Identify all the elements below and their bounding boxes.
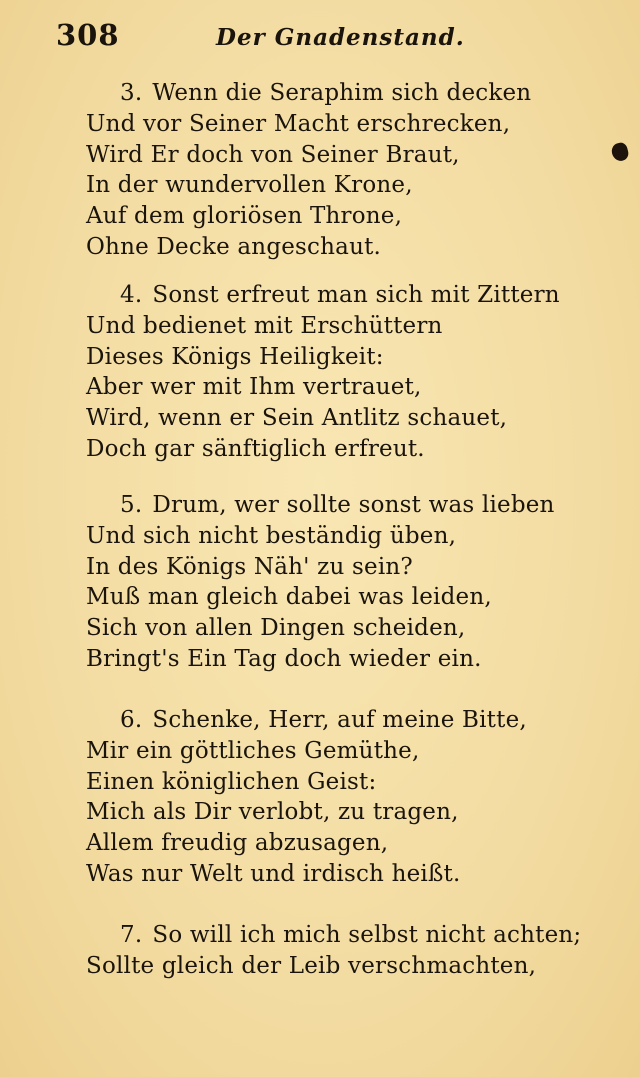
stanza-line [86, 490, 606, 521]
stanza-line [86, 705, 606, 736]
stanza-line: Ohne Decke angeschaut. [86, 233, 382, 260]
stanza-line: Mir ein göttliches Gemüthe, [86, 737, 420, 764]
stanza-line: Was nur Welt und irdisch heißt. [86, 860, 461, 887]
stanza-line: Und bedienet mit Erschüttern [86, 312, 443, 339]
stanza-line: Doch gar sänftiglich erfreut. [86, 435, 425, 462]
stanza-number: 5. [120, 492, 143, 518]
stanza-7 [86, 920, 606, 982]
stanza-line: Auf dem gloriösen Throne, [86, 203, 403, 230]
verse-text: Drum, wer sollte sonst was lieben [152, 492, 555, 518]
stanza-6 [86, 705, 606, 890]
verse-text: Schenke, Herr, auf meine Bitte, [152, 707, 527, 733]
running-title: Der Gnadenstand. [216, 24, 465, 51]
stanza-line: Dieses Königs Heiligkeit: [86, 343, 384, 370]
verse-text: Sonst erfreut man sich mit Zittern [152, 282, 560, 308]
page-number: 308 [56, 18, 120, 52]
stanza-line: Und sich nicht beständig üben, [86, 522, 457, 549]
stanza-line [86, 78, 606, 109]
stanza-number: 7. [120, 922, 143, 948]
stanza-number: 3. [120, 80, 143, 106]
stanza-5 [86, 490, 606, 675]
stanza-line: Mich als Dir verlobt, zu tragen, [86, 799, 459, 826]
verse-text: So will ich mich selbst nicht achten; [152, 922, 582, 948]
stanza-number: 4. [120, 282, 143, 308]
stanza-line: Sollte gleich der Leib verschmachten, [86, 952, 537, 979]
page-header [56, 18, 584, 58]
stanza-line: Einen königlichen Geist: [86, 768, 377, 795]
stanza-line: In der wundervollen Krone, [86, 172, 413, 199]
stanza-line: Wird, wenn er Sein Antlitz schauet, [86, 405, 508, 432]
stanza-line: Und vor Seiner Macht erschrecken, [86, 110, 511, 137]
ink-blot [610, 141, 630, 163]
stanza-line: In des Königs Näh' zu sein? [86, 553, 413, 580]
stanza-line: Muß man gleich dabei was leiden, [86, 584, 492, 611]
stanza-4 [86, 280, 606, 465]
stanza-number: 6. [120, 707, 143, 733]
stanza-line: Aber wer mit Ihm vertrauet, [86, 374, 422, 401]
stanza-line: Bringt's Ein Tag doch wieder ein. [86, 645, 482, 672]
stanza-3 [86, 78, 606, 263]
stanza-line [86, 280, 606, 311]
stanza-line: Sich von allen Dingen scheiden, [86, 615, 466, 642]
stanza-line: Allem freudig abzusagen, [86, 830, 389, 857]
verse-text: Wenn die Seraphim sich decken [152, 80, 532, 106]
stanza-line: Wird Er doch von Seiner Braut, [86, 141, 460, 168]
stanza-line [86, 920, 606, 951]
